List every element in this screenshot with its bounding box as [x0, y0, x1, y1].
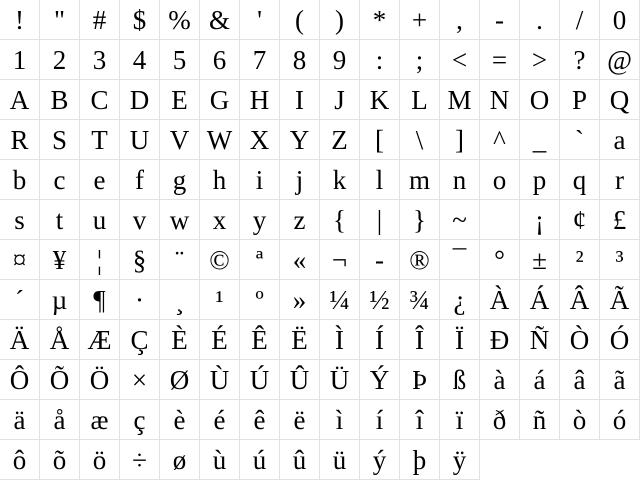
glyph-cell[interactable]: ¶ [80, 280, 120, 320]
glyph-cell[interactable]: Ê [240, 320, 280, 360]
glyph-cell[interactable]: f [120, 160, 160, 200]
glyph-cell[interactable]: Ú [240, 360, 280, 400]
glyph-cell[interactable]: y [240, 200, 280, 240]
glyph-cell[interactable]: ^ [480, 120, 520, 160]
glyph-cell[interactable]: N [480, 80, 520, 120]
glyph-cell[interactable]: m [400, 160, 440, 200]
glyph-cell[interactable]: ½ [360, 280, 400, 320]
glyph-cell[interactable]: ò [560, 400, 600, 440]
glyph-row [0, 0, 640, 40]
glyph-cell[interactable]: K [360, 80, 400, 120]
glyph-cell[interactable]: p [520, 160, 560, 200]
glyph-cell[interactable]: 3 [80, 40, 120, 80]
glyph-cell[interactable]: ( [280, 0, 320, 40]
glyph-cell[interactable]: S [40, 120, 80, 160]
glyph-cell[interactable]: ë [280, 400, 320, 440]
glyph-cell[interactable]: " [40, 0, 80, 40]
glyph-cell[interactable]: 7 [240, 40, 280, 80]
glyph-cell[interactable]: Ü [320, 360, 360, 400]
glyph-cell[interactable]: h [200, 160, 240, 200]
glyph-cell[interactable]: O [520, 80, 560, 120]
glyph-cell[interactable]: ß [440, 360, 480, 400]
glyph-cell[interactable]: x [200, 200, 240, 240]
glyph-cell[interactable]: ¨ [160, 240, 200, 280]
glyph-cell[interactable]: s [0, 200, 40, 240]
glyph-cell[interactable]: ; [400, 40, 440, 80]
glyph-row [0, 80, 640, 120]
glyph-cell[interactable]: Ç [120, 320, 160, 360]
glyph-cell[interactable]: * [360, 0, 400, 40]
glyph-cell[interactable]: , [440, 0, 480, 40]
glyph-cell[interactable]: ¥ [40, 240, 80, 280]
glyph-cell[interactable]: õ [40, 440, 80, 480]
glyph-cell[interactable]: < [440, 40, 480, 80]
glyph-cell[interactable]: [ [360, 120, 400, 160]
glyph-cell[interactable]: à [480, 360, 520, 400]
glyph-cell[interactable]: ! [0, 0, 40, 40]
glyph-cell[interactable]: ¬ [320, 240, 360, 280]
glyph-cell[interactable]: + [400, 0, 440, 40]
glyph-cell[interactable]: ` [560, 120, 600, 160]
glyph-cell[interactable]: × [120, 360, 160, 400]
glyph-cell[interactable]: u [80, 200, 120, 240]
glyph-cell[interactable]: ® [400, 240, 440, 280]
glyph-cell[interactable]: . [520, 0, 560, 40]
glyph-row [0, 400, 640, 440]
glyph-cell[interactable]: ä [0, 400, 40, 440]
glyph-cell[interactable]: 6 [200, 40, 240, 80]
glyph-cell[interactable]: ¤ [0, 240, 40, 280]
glyph-cell[interactable]: _ [520, 120, 560, 160]
glyph-cell[interactable]: : [360, 40, 400, 80]
glyph-cell[interactable]: 5 [160, 40, 200, 80]
glyph-cell[interactable]: b [0, 160, 40, 200]
glyph-cell[interactable]: ï [440, 400, 480, 440]
glyph-cell[interactable]: Î [400, 320, 440, 360]
glyph-cell[interactable]: ² [560, 240, 600, 280]
glyph-cell[interactable]: D [120, 80, 160, 120]
glyph-cell[interactable]: ¸ [160, 280, 200, 320]
glyph-cell[interactable]: - [360, 240, 400, 280]
glyph-cell[interactable]: ~ [440, 200, 480, 240]
glyph-cell[interactable]: # [80, 0, 120, 40]
glyph-row [0, 200, 640, 240]
glyph-cell[interactable]: W [200, 120, 240, 160]
glyph-cell[interactable]: R [0, 120, 40, 160]
glyph-cell[interactable]: û [280, 440, 320, 480]
glyph-cell[interactable]: A [0, 80, 40, 120]
glyph-cell[interactable]: « [280, 240, 320, 280]
glyph-cell[interactable]: & [200, 0, 240, 40]
glyph-cell[interactable]: z [280, 200, 320, 240]
glyph-cell[interactable]: C [80, 80, 120, 120]
glyph-cell[interactable]: 8 [280, 40, 320, 80]
glyph-cell[interactable]: ¦ [80, 240, 120, 280]
glyph-cell[interactable]: / [560, 0, 600, 40]
glyph-cell[interactable]: j [280, 160, 320, 200]
glyph-cell[interactable]: Ò [560, 320, 600, 360]
glyph-cell[interactable]: ñ [520, 400, 560, 440]
glyph-cell[interactable]: | [360, 200, 400, 240]
glyph-cell[interactable]: 2 [40, 40, 80, 80]
glyph-cell[interactable]: H [240, 80, 280, 120]
glyph-cell[interactable]: £ [600, 200, 640, 240]
glyph-cell[interactable]: V [160, 120, 200, 160]
glyph-cell[interactable]: L [400, 80, 440, 120]
glyph-cell[interactable]: > [520, 40, 560, 80]
glyph-cell[interactable]: J [320, 80, 360, 120]
glyph-cell[interactable]: º [240, 280, 280, 320]
glyph-cell[interactable]: 0 [600, 0, 640, 40]
glyph-cell[interactable]: ¾ [400, 280, 440, 320]
glyph-cell[interactable]: E [160, 80, 200, 120]
glyph-cell[interactable]: Ø [160, 360, 200, 400]
glyph-cell[interactable]: â [560, 360, 600, 400]
glyph-cell[interactable]: e [80, 160, 120, 200]
glyph-cell[interactable]: Å [40, 320, 80, 360]
glyph-cell[interactable]: ³ [600, 240, 640, 280]
glyph-cell[interactable]: } [400, 200, 440, 240]
glyph-cell[interactable]: Ð [480, 320, 520, 360]
glyph-cell[interactable]: Ô [0, 360, 40, 400]
glyph-cell[interactable]: Þ [400, 360, 440, 400]
glyph-cell[interactable]: g [160, 160, 200, 200]
glyph-cell[interactable]: ô [0, 440, 40, 480]
glyph-cell[interactable]: Ù [200, 360, 240, 400]
glyph-cell[interactable]: 4 [120, 40, 160, 80]
glyph-cell[interactable]: ì [320, 400, 360, 440]
glyph-cell[interactable]: Õ [40, 360, 80, 400]
glyph-cell[interactable]: Ä [0, 320, 40, 360]
glyph-cell[interactable]: í [360, 400, 400, 440]
glyph-cell[interactable]: ê [240, 400, 280, 440]
glyph-cell[interactable]: ý [360, 440, 400, 480]
glyph-cell[interactable]: ° [480, 240, 520, 280]
glyph-cell[interactable]: v [120, 200, 160, 240]
glyph-cell[interactable]: å [40, 400, 80, 440]
glyph-row [0, 360, 640, 400]
glyph-cell[interactable]: À [480, 280, 520, 320]
glyph-cell[interactable]: ± [520, 240, 560, 280]
glyph-cell[interactable]: ð [480, 400, 520, 440]
glyph-cell[interactable]: È [160, 320, 200, 360]
glyph-cell[interactable]: @ [600, 40, 640, 80]
glyph-row [0, 120, 640, 160]
glyph-cell[interactable]: X [240, 120, 280, 160]
glyph-cell[interactable]: T [80, 120, 120, 160]
glyph-cell[interactable]: Ö [80, 360, 120, 400]
glyph-row [0, 240, 640, 280]
glyph-cell[interactable]: $ [120, 0, 160, 40]
glyph-cell[interactable]: q [560, 160, 600, 200]
glyph-cell[interactable]: µ [40, 280, 80, 320]
glyph-cell[interactable]: ª [240, 240, 280, 280]
glyph-cell[interactable]: ö [80, 440, 120, 480]
glyph-cell[interactable]: ¡ [520, 200, 560, 240]
glyph-cell[interactable]: 9 [320, 40, 360, 80]
glyph-cell[interactable]: · [120, 280, 160, 320]
glyph-cell[interactable]: c [40, 160, 80, 200]
glyph-cell[interactable]: ø [160, 440, 200, 480]
glyph-cell[interactable]: é [200, 400, 240, 440]
glyph-cell[interactable]: » [280, 280, 320, 320]
glyph-cell[interactable]: Ñ [520, 320, 560, 360]
glyph-cell[interactable]: î [400, 400, 440, 440]
glyph-cell[interactable]: ) [320, 0, 360, 40]
glyph-cell[interactable]: P [560, 80, 600, 120]
glyph-cell[interactable]: ú [240, 440, 280, 480]
glyph-cell[interactable]: w [160, 200, 200, 240]
glyph-cell[interactable]: Ï [440, 320, 480, 360]
glyph-cell[interactable]: Æ [80, 320, 120, 360]
glyph-cell[interactable] [480, 200, 520, 240]
glyph-cell[interactable]: o [480, 160, 520, 200]
glyph-cell[interactable]: © [200, 240, 240, 280]
glyph-row [0, 160, 640, 200]
glyph-cell[interactable]: Í [360, 320, 400, 360]
glyph-cell[interactable]: Q [600, 80, 640, 120]
glyph-cell[interactable]: Û [280, 360, 320, 400]
glyph-cell[interactable]: Ý [360, 360, 400, 400]
glyph-cell[interactable]: ¼ [320, 280, 360, 320]
glyph-cell[interactable]: ' [240, 0, 280, 40]
glyph-cell[interactable]: M [440, 80, 480, 120]
glyph-row [0, 280, 640, 320]
glyph-cell[interactable]: G [200, 80, 240, 120]
glyph-cell[interactable]: r [600, 160, 640, 200]
glyph-cell[interactable]: ¯ [440, 240, 480, 280]
glyph-cell[interactable]: - [480, 0, 520, 40]
glyph-cell[interactable]: þ [400, 440, 440, 480]
glyph-cell[interactable]: Ë [280, 320, 320, 360]
glyph-cell[interactable]: æ [80, 400, 120, 440]
glyph-cell[interactable]: ç [120, 400, 160, 440]
glyph-cell[interactable]: l [360, 160, 400, 200]
glyph-cell[interactable]: ó [600, 400, 640, 440]
glyph-cell[interactable]: n [440, 160, 480, 200]
glyph-cell[interactable]: Ã [600, 280, 640, 320]
glyph-cell[interactable]: á [520, 360, 560, 400]
glyph-cell[interactable]: É [200, 320, 240, 360]
glyph-cell[interactable]: k [320, 160, 360, 200]
glyph-cell[interactable]: Ì [320, 320, 360, 360]
glyph-cell[interactable]: U [120, 120, 160, 160]
glyph-cell[interactable]: Ó [600, 320, 640, 360]
glyph-cell[interactable]: è [160, 400, 200, 440]
glyph-cell[interactable]: \ [400, 120, 440, 160]
glyph-cell[interactable]: { [320, 200, 360, 240]
glyph-cell[interactable]: ´ [0, 280, 40, 320]
glyph-row [0, 40, 640, 80]
glyph-row [0, 320, 640, 360]
glyph-cell[interactable]: Z [320, 120, 360, 160]
glyph-cell[interactable]: a [600, 120, 640, 160]
glyph-cell[interactable]: % [160, 0, 200, 40]
glyph-cell[interactable]: I [280, 80, 320, 120]
glyph-cell[interactable]: i [240, 160, 280, 200]
glyph-cell[interactable]: ¹ [200, 280, 240, 320]
glyph-cell[interactable]: ÷ [120, 440, 160, 480]
glyph-cell[interactable]: ã [600, 360, 640, 400]
glyph-cell[interactable]: B [40, 80, 80, 120]
glyph-cell[interactable]: § [120, 240, 160, 280]
glyph-cell[interactable]: ¿ [440, 280, 480, 320]
glyph-cell[interactable]: t [40, 200, 80, 240]
glyph-cell[interactable]: Â [560, 280, 600, 320]
glyph-cell[interactable]: = [480, 40, 520, 80]
glyph-cell[interactable]: ¢ [560, 200, 600, 240]
glyph-cell[interactable]: Á [520, 280, 560, 320]
glyph-cell[interactable]: ? [560, 40, 600, 80]
glyph-cell[interactable]: ù [200, 440, 240, 480]
glyph-row [0, 440, 640, 480]
glyph-cell[interactable]: ÿ [440, 440, 480, 480]
glyph-cell[interactable]: ü [320, 440, 360, 480]
glyph-cell[interactable]: 1 [0, 40, 40, 80]
glyph-cell[interactable]: Y [280, 120, 320, 160]
glyph-cell[interactable]: ] [440, 120, 480, 160]
